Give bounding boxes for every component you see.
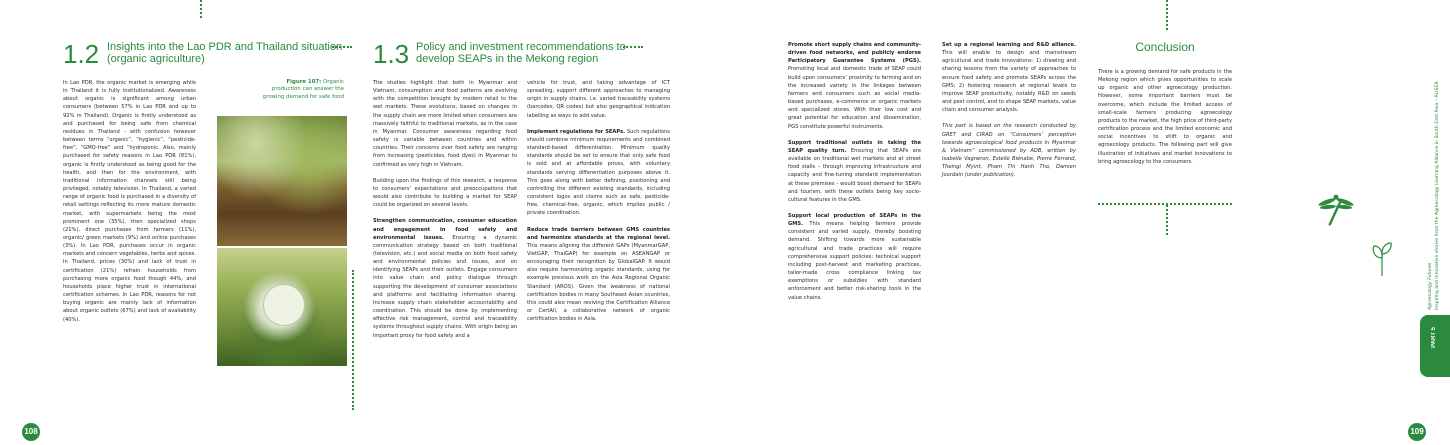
section-1-2-number: 1.2: [63, 39, 100, 69]
right-col1-paragraph-1: Promote short supply chains and community-driven food networks, and publicly endorse Participatory Guarantee Systems (PGS). Promoting local and domestic trade of SEAP could build upon consumers’ proximity to farming and on the increased variety in the linkages between farmers and consumers such as social media-based purchases, e-commerce or organic markets and specialized stores. With their low cost and great potential for education and dissemination, PGS constitute powerful instruments.: [788, 42, 921, 130]
right-col1-paragraph-3: Support local production of SEAPs in the GMS. This means helping farmers provide consistent and varied supply, thereby boosting demand. Shifting towards more sustainable agricultural and trade practices will require comprehensive support policies: technical support including post-harvest and marketing practices, tailor-made cross compliance linking tax exemptions or subsidies with standard enforcement and better risk-sharing tools in the value chains.: [788, 212, 921, 301]
section-1-2-dotted-rule: [332, 46, 352, 48]
section-1-3-column-2: [527, 79, 670, 331]
running-head: [1428, 60, 1434, 310]
section-1-3-title-line2: develop SEAPs in the Mekong region: [416, 53, 599, 65]
figure-107-photo-scale: [217, 248, 347, 366]
section-1-3-col2-paragraph-3: Reduce trade barriers between GMS countries and harmonize standards at the regional level. This means aligning the different GAPs (MyanmarGAP, VietGAP, ThaiGAP) for example on ASEANGAP or encouraging their recognition by GlobalGAP. It would also require harmonizing organic standards, using for example previous work on the Asia Regional Organic Standard (AROS). Given the weakness of national certification bodies in many Southeast Asian countries, this could also mean reviving the Certification Alliance or CertAll, a collaborative network of organic certification bodies in Asia.: [527, 226, 670, 323]
section-1-3-col2-paragraph-2: Implement regulations for SEAPs. Such regulations should combine minimum requirements and combined standard-based differentiation. Minimum quality standards should be set to ensure that only safe food is sold and at affordable prices, with voluntary standards serving differentiation purposes above it. This goes along with better defining, positioning and controlling the different existing standards, including consistent logos and claims such as safe, pesticide-free, chemical-free, organic, which implies public / private coordination.: [527, 128, 670, 217]
section-1-3-col2-paragraph-1: vehicle for trust, and taking advantage of ICT spreading, support different approaches to managing origin in supply chains, i.e. varied traceability systems (barcodes, QR codes) but also geographical indication labelling as ways to add value.: [527, 80, 670, 119]
section-1-3-col1-paragraph-2: Building upon the findings of this research, a response to consumers’ expectations and preoccupations that would also contribute to building a market for SEAP could be organized on several levels.: [373, 177, 517, 209]
paragraph-heading-regulations: Implement regulations for SEAPs.: [527, 128, 626, 135]
section-1-2-title: [107, 41, 347, 65]
section-1-3-title: [416, 41, 656, 65]
section-1-3-col1-paragraph-1: The studies highlight that both in Myanmar and Vietnam, consumption and food patterns are evolving with the competition brought by modern retail to the wet markets. These evolutions, based on changes in the supply chain are more limited when consumers are massively faithful to traditional markets, as in the case in Myanmar. Consumer awareness regarding food safety is variable between countries and within countries. Their concerns over food safety are ranging from increasing (pesticides, food dyes) in Myanmar to confirmed as very high in Vietnam.: [373, 80, 517, 168]
part-5-label: PART 5: [1431, 327, 1437, 348]
figure-107-text: Organic production can answer the growing demand for safe food: [262, 79, 344, 100]
section-1-3-title-line1: Policy and investment recommendations to: [416, 41, 626, 53]
right-page-column-1: [788, 41, 921, 310]
paragraph-heading-trade-barriers: Reduce trade barriers between GMS countries and harmonize standards at the regional level.: [527, 226, 670, 241]
right-col1-paragraph-2: Support traditional outlets in taking the SEAP quality turn. Ensuring that SEAPs are available on traditional wet markets and at street food stalls – through improving infrastructure and capacity and fine-tuning standard implementation at these premises - would boost demand for SEAPs and tourism, with these outlets being key socio-cultural features in the GMS.: [788, 139, 921, 203]
paragraph-heading-short-supply: Promote short supply chains and community-driven food networks, and publicly endorse Participatory Guarantee Systems (PGS).: [788, 42, 921, 65]
section-1-3-col1-paragraph-3: Strengthen communication, consumer education and engagement in food safety and environmental issues. Ensuring a dynamic communication strategy based on both traditional (television, etc.) and social media on both food safety and environmental policies and issues, and on identifying SEAPs and their outlets. Engage consumers into value chain and policy dialogue through supporting the development of consumer associations and platforms and facilitating information sharing. Increase supply chain stakeholder accountability and coordination. This should be done by implementing effective risk management, control and traceability systems throughout supply chains. With origin being an important proxy for food safety and a: [373, 218, 517, 339]
page-number-109: 109: [1408, 423, 1426, 441]
conclusion-dotted-rule: [1098, 203, 1232, 205]
section-1-2-title-line1: Insights into the Lao PDR and Thailand situation: [107, 41, 343, 53]
top-dotted-rule-left: [200, 0, 202, 18]
part-5-tab: [1420, 315, 1450, 377]
conclusion-dotted-rule-vertical: [1166, 205, 1168, 235]
scale-dial: [263, 284, 305, 326]
paragraph-heading-communication: Strengthen communication, consumer education and engagement in food safety and environmental issues.: [373, 218, 517, 241]
section-1-2-paragraph: In Lao PDR, the organic market is emerging while in Thailand it is fully institutionalized. Awareness about organic is significant among urban consumers (between 57% in Lao PDR and up to 92% in Thailand). Organic is firstly understood as and purchased for being safe from chemical residues in Thailand - with confusion however between terms “organic”, “hygienic”, “pesticide-free”, “GMO-free” and “hydroponic. Also, mainly purchased for safety reasons in Lao PDR (81%), organic is firstly understood as being good for the health, and then for the environment, with traditional information channels still being privileged, notably television. In Thailand, a varied range of organic food is purchased in a diversity of retail settings reflecting its more mature domestic market, with supermarkets being the most prominent one (35%), then specialized shops (21%), direct purchases from farmers (11%), organic/ green markets (9%) and online purchases (3%). In Lao PDR, purchases occur in organic markets and concern vegetables, herbs and spices. In Thailand, prices (30%) and lack of trust in certification (21%) refrain households from purchasing more organic food though 44%; and households place higher trust in international certification schemes. In Lao PDR, reasons for not buying organic are mainly lack of information about organic outlets (67%) and lack of availability (40%).: [63, 80, 196, 323]
conclusion-paragraph: There is a growing demand for safe products in the Mekong region which gives opportunities to scale up organic and other agroecology production. However, some important barriers must be overcome, which include the limited access of small-scale farmers producing agroecology products to the market, the high price of third-party certification process and the limited economic and social incentives to shift to organic and agroecology products. The following part will give illustration of initiatives and market innovations to bring agroecology to the consumers.: [1098, 69, 1232, 165]
section-1-3-column-1: [373, 79, 517, 348]
paragraph-heading-traditional-outlets: Support traditional outlets in taking the SEAP quality turn.: [788, 139, 921, 154]
section-1-2-title-line2: (organic agriculture): [107, 53, 205, 65]
sprout-icon: [1370, 238, 1394, 276]
section-1-3-dotted-rule: [623, 46, 643, 48]
column-divider-dotted: [352, 270, 354, 410]
figure-107-caption: [262, 79, 344, 101]
figure-107-label: Figure 107:: [286, 79, 322, 85]
right-page-column-2: [942, 41, 1076, 188]
running-head-subtitle: Inspiring and innovative stories from the Agroecology Learning Alliance in South East Asia – ALiSEA: [1435, 81, 1440, 310]
right-col2-paragraph-1: Set up a regional learning and R&D alliance. This will enable to design and mainstream agricultural and trade innovations: 1) drawing and sharing lessons from the variety of approaches to ensure food safety and promote SEAPs across the GMS; 2) fostering research at regional levels to improve SEAP productivity, notably R&D on seeds and pest control, and to shape SEAP markets, value chain and consumer analysis.: [942, 42, 1076, 114]
top-dotted-rule-right: [1166, 0, 1168, 30]
section-1-2-body: [63, 79, 196, 332]
conclusion-body: [1098, 68, 1232, 174]
running-head-title: Agroecology Futures: [1428, 262, 1433, 310]
conclusion-title: Conclusion: [1135, 40, 1195, 54]
section-1-3-number: 1.3: [373, 39, 410, 69]
right-col2-source-note: This part is based on the research conducted by GRET and CIRAD on “Consumers’ perception towards agroecological food products in Myanmar & Vietnam” commissioned by ADB, written by Isabelle Vagneron, Estelle Biénabe, Pierre Ferrand, Theingi Myint, Pham Thi Hanh Tho, Damien Jourdain (under publication).: [942, 123, 1076, 179]
page-number-108: 108: [22, 423, 40, 441]
figure-107-photo-vegetables: [217, 116, 347, 246]
dragonfly-icon: [1318, 191, 1354, 231]
paragraph-heading-learning-alliance: Set up a regional learning and R&D alliance.: [942, 42, 1076, 48]
paragraph-heading-local-production: Support local production of SEAPs in the GMS.: [788, 212, 921, 228]
